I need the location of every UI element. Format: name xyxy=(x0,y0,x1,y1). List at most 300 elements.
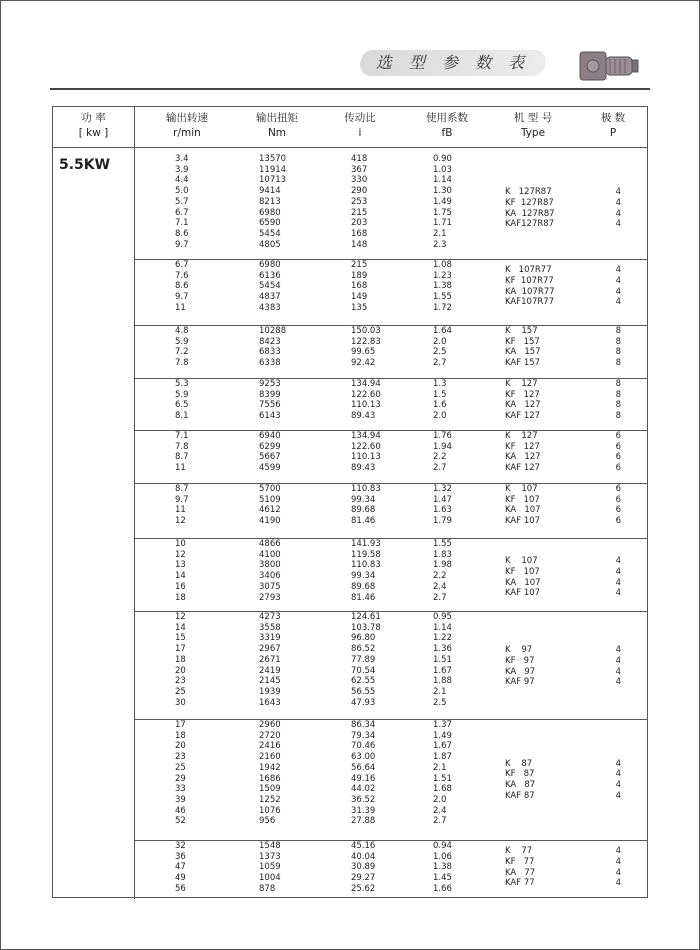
torque-cell: 10713 xyxy=(259,175,287,186)
type-row xyxy=(135,187,647,198)
ratio-cell: 122.60 xyxy=(351,389,381,400)
service-factor-cell: 2.5 xyxy=(433,347,447,358)
model-group xyxy=(135,379,647,422)
ratio-cell: 47.93 xyxy=(351,697,376,708)
torque-cell: 3800 xyxy=(259,560,281,571)
service-factor-cell: 1.06 xyxy=(433,851,452,862)
speed-cell: 6.5 xyxy=(175,400,189,411)
torque-cell: 5109 xyxy=(259,494,281,505)
pole-count-cell: 4 xyxy=(615,846,621,857)
model-type-cell: KAF 107 xyxy=(505,516,541,527)
type-row xyxy=(135,556,647,567)
torque-cell: 3319 xyxy=(259,633,281,644)
service-factor-cell: 1.14 xyxy=(433,622,452,633)
torque-cell: 1252 xyxy=(259,794,281,805)
torque-cell: 4837 xyxy=(259,292,281,303)
pole-count-cell: 6 xyxy=(615,484,621,494)
service-factor-cell: 1.88 xyxy=(433,676,452,687)
pole-count-cell: 4 xyxy=(615,758,621,769)
service-factor-cell: 1.08 xyxy=(433,260,452,270)
speed-cell: 8.7 xyxy=(175,484,189,494)
table-row xyxy=(135,623,647,634)
ratio-cell: 86.52 xyxy=(351,644,376,655)
speed-cell: 7.1 xyxy=(175,218,189,229)
speed-cell: 23 xyxy=(175,752,186,763)
service-factor-cell: 1.49 xyxy=(433,196,452,207)
pole-count-cell: 4 xyxy=(615,769,621,780)
ratio-cell: 119.58 xyxy=(351,549,381,560)
ratio-cell: 99.34 xyxy=(351,494,376,505)
ratio-cell: 122.60 xyxy=(351,441,381,452)
speed-cell: 36 xyxy=(175,851,186,862)
model-type-cell: KAF 127 xyxy=(505,411,541,422)
torque-cell: 1373 xyxy=(259,851,281,862)
type-row xyxy=(135,209,647,220)
ratio-cell: 96.80 xyxy=(351,633,376,644)
speed-cell: 5.7 xyxy=(175,196,189,207)
model-type-cell: KAF107R77 xyxy=(505,297,555,308)
speed-cell: 25 xyxy=(175,762,186,773)
speed-cell: 46 xyxy=(175,805,186,816)
service-factor-cell: 2.2 xyxy=(433,571,447,582)
speed-cell: 15 xyxy=(175,633,186,644)
ratio-cell: 49.16 xyxy=(351,773,376,784)
torque-cell: 1643 xyxy=(259,697,281,708)
service-factor-cell: 1.14 xyxy=(433,175,452,186)
model-type-cell: KA 107 xyxy=(505,505,541,516)
model-type-cell: KA 97 xyxy=(505,666,536,677)
service-factor-cell: 1.37 xyxy=(433,720,452,730)
service-factor-cell: 1.45 xyxy=(433,873,452,884)
service-factor-cell: 2.3 xyxy=(433,239,447,250)
service-factor-cell: 1.38 xyxy=(433,862,452,873)
model-type-cell: KA 127 xyxy=(505,400,541,411)
service-factor-cell: 1.75 xyxy=(433,207,452,218)
torque-cell: 956 xyxy=(259,816,276,827)
table-row xyxy=(135,698,647,709)
pole-count-cell: 8 xyxy=(615,389,621,400)
model-type-cell: KF 77 xyxy=(505,857,535,868)
model-type-cell: KF 107R77 xyxy=(505,276,554,287)
col-power-header: 功 率 [ kw ] xyxy=(78,112,109,139)
ratio-cell: 56.64 xyxy=(351,762,376,773)
ratio-cell: 99.34 xyxy=(351,571,376,582)
torque-cell: 4599 xyxy=(259,463,281,474)
torque-cell: 878 xyxy=(259,883,276,894)
pole-count-cell: 4 xyxy=(615,208,621,219)
ratio-cell: 62.55 xyxy=(351,676,376,687)
model-type-cell: KF 107 xyxy=(505,494,540,505)
speed-cell: 14 xyxy=(175,622,186,633)
type-row xyxy=(135,567,647,578)
service-factor-cell: 2.1 xyxy=(433,686,447,697)
model-type-cell: K 157 xyxy=(505,326,538,336)
ratio-cell: 30.89 xyxy=(351,862,376,873)
model-type-cell: KA 107R77 xyxy=(505,286,555,297)
ratio-cell: 103.78 xyxy=(351,622,381,633)
torque-cell: 1939 xyxy=(259,686,281,697)
torque-cell: 2160 xyxy=(259,752,281,763)
service-factor-cell: 1.6 xyxy=(433,400,447,411)
service-factor-cell: 2.4 xyxy=(433,581,447,592)
pole-count-cell: 4 xyxy=(615,566,621,577)
speed-cell: 7.8 xyxy=(175,441,189,452)
pole-count-cell: 4 xyxy=(615,588,621,599)
torque-cell: 2145 xyxy=(259,676,281,687)
speed-cell: 39 xyxy=(175,794,186,805)
type-row xyxy=(135,769,647,780)
torque-cell: 9414 xyxy=(259,186,281,197)
ratio-cell: 44.02 xyxy=(351,784,376,795)
speed-cell: 5.3 xyxy=(175,379,189,389)
service-factor-cell: 1.3 xyxy=(433,379,447,389)
service-factor-cell: 1.55 xyxy=(433,539,452,549)
pole-count-cell: 4 xyxy=(615,790,621,801)
table-row xyxy=(135,612,647,623)
torque-cell: 6299 xyxy=(259,441,281,452)
pole-count-cell: 6 xyxy=(615,431,621,441)
service-factor-cell: 1.23 xyxy=(433,270,452,281)
model-type-cell: KAF 77 xyxy=(505,878,535,889)
torque-cell: 2416 xyxy=(259,741,281,752)
torque-cell: 6338 xyxy=(259,358,281,369)
service-factor-cell: 1.49 xyxy=(433,730,452,741)
service-factor-cell: 1.66 xyxy=(433,883,452,894)
pole-count-cell: 4 xyxy=(615,556,621,567)
ratio-cell: 31.39 xyxy=(351,805,376,816)
col-service-factor-header: 使用系数 fB xyxy=(426,112,468,139)
speed-cell: 3.9 xyxy=(175,164,189,175)
model-type-cell: KA 127R87 xyxy=(505,208,555,219)
service-factor-cell: 1.76 xyxy=(433,431,452,441)
service-factor-cell: 1.47 xyxy=(433,494,452,505)
service-factor-cell: 1.67 xyxy=(433,665,452,676)
table-row xyxy=(135,633,647,644)
service-factor-cell: 1.87 xyxy=(433,752,452,763)
torque-cell: 6980 xyxy=(259,260,281,270)
speed-cell: 9.7 xyxy=(175,239,189,250)
ratio-cell: 89.68 xyxy=(351,505,376,516)
table-row xyxy=(135,165,647,176)
model-group xyxy=(135,484,647,527)
type-row xyxy=(135,588,647,599)
torque-cell: 2793 xyxy=(259,592,281,603)
service-factor-cell: 0.90 xyxy=(433,154,452,164)
speed-cell: 47 xyxy=(175,862,186,873)
service-factor-cell: 1.22 xyxy=(433,633,452,644)
torque-cell: 4190 xyxy=(259,516,281,527)
table-row xyxy=(135,539,647,550)
service-factor-cell: 1.30 xyxy=(433,186,452,197)
pole-count-cell: 8 xyxy=(615,326,621,336)
torque-cell: 1059 xyxy=(259,862,281,873)
table-row xyxy=(135,720,647,731)
model-type-cell: KA 77 xyxy=(505,867,536,878)
torque-cell: 1004 xyxy=(259,873,281,884)
pole-count-cell: 8 xyxy=(615,379,621,389)
ratio-cell: 63.00 xyxy=(351,752,376,763)
type-row xyxy=(135,358,647,369)
header-divider xyxy=(134,107,135,147)
torque-cell: 2419 xyxy=(259,665,281,676)
torque-cell: 1509 xyxy=(259,784,281,795)
ratio-cell: 367 xyxy=(351,164,368,175)
speed-cell: 12 xyxy=(175,516,186,527)
service-factor-cell: 1.98 xyxy=(433,560,452,571)
pole-count-cell: 4 xyxy=(615,878,621,889)
pole-count-cell: 4 xyxy=(615,666,621,677)
table-row xyxy=(135,816,647,827)
pole-count-cell: 6 xyxy=(615,452,621,463)
type-row xyxy=(135,265,647,276)
pole-count-cell: 4 xyxy=(615,276,621,287)
model-type-cell: K 107 xyxy=(505,484,538,494)
ratio-cell: 99.65 xyxy=(351,347,376,358)
pole-count-cell: 4 xyxy=(615,867,621,878)
ratio-cell: 215 xyxy=(351,207,368,218)
speed-cell: 7.2 xyxy=(175,347,189,358)
model-type-cell: KF 87 xyxy=(505,769,535,780)
torque-cell: 3075 xyxy=(259,581,281,592)
type-row xyxy=(135,442,647,453)
torque-cell: 9253 xyxy=(259,379,281,389)
speed-cell: 17 xyxy=(175,644,186,655)
speed-cell: 5.0 xyxy=(175,186,189,197)
service-factor-cell: 1.71 xyxy=(433,218,452,229)
model-type-cell: K 127R87 xyxy=(505,187,552,198)
ratio-cell: 110.83 xyxy=(351,560,381,571)
model-type-cell: K 77 xyxy=(505,846,533,857)
pole-count-cell: 4 xyxy=(615,857,621,868)
ratio-cell: 215 xyxy=(351,260,368,270)
torque-cell: 3406 xyxy=(259,571,281,582)
model-type-cell: KF 97 xyxy=(505,655,535,666)
ratio-cell: 290 xyxy=(351,186,368,197)
pole-count-cell: 4 xyxy=(615,219,621,230)
type-row xyxy=(135,846,647,857)
type-row xyxy=(135,780,647,791)
table-row xyxy=(135,240,647,251)
ratio-cell: 134.94 xyxy=(351,431,381,441)
service-factor-cell: 1.55 xyxy=(433,292,452,303)
speed-cell: 6.7 xyxy=(175,207,189,218)
model-group xyxy=(135,720,647,827)
type-row xyxy=(135,484,647,495)
torque-cell: 2720 xyxy=(259,730,281,741)
speed-cell: 4.8 xyxy=(175,326,189,336)
speed-cell: 8.7 xyxy=(175,452,189,463)
speed-cell: 11 xyxy=(175,505,186,516)
speed-cell: 30 xyxy=(175,697,186,708)
speed-cell: 8.6 xyxy=(175,228,189,239)
ratio-cell: 89.43 xyxy=(351,411,376,422)
torque-cell: 5454 xyxy=(259,228,281,239)
speed-cell: 12 xyxy=(175,549,186,560)
pole-count-cell: 4 xyxy=(615,577,621,588)
pole-count-cell: 4 xyxy=(615,779,621,790)
speed-cell: 11 xyxy=(175,463,186,474)
model-group xyxy=(135,154,647,250)
ratio-cell: 89.43 xyxy=(351,463,376,474)
pole-count-cell: 8 xyxy=(615,347,621,358)
table-row xyxy=(135,806,647,817)
speed-cell: 29 xyxy=(175,773,186,784)
pole-count-cell: 6 xyxy=(615,494,621,505)
model-type-cell: K 107 xyxy=(505,556,538,567)
service-factor-cell: 1.03 xyxy=(433,164,452,175)
table-row xyxy=(135,229,647,240)
speed-cell: 32 xyxy=(175,841,186,851)
pole-count-cell: 4 xyxy=(615,297,621,308)
model-type-cell: KA 107 xyxy=(505,577,541,588)
service-factor-cell: 2.1 xyxy=(433,228,447,239)
service-factor-cell: 2.1 xyxy=(433,762,447,773)
pole-count-cell: 4 xyxy=(615,286,621,297)
torque-cell: 8213 xyxy=(259,196,281,207)
speed-cell: 20 xyxy=(175,665,186,676)
type-row xyxy=(135,276,647,287)
speed-cell: 18 xyxy=(175,654,186,665)
speed-cell: 8.6 xyxy=(175,281,189,292)
service-factor-cell: 1.5 xyxy=(433,389,447,400)
service-factor-cell: 1.38 xyxy=(433,281,452,292)
type-row xyxy=(135,868,647,879)
speed-cell: 49 xyxy=(175,873,186,884)
table-row xyxy=(135,731,647,742)
type-row xyxy=(135,878,647,889)
service-factor-cell: 2.7 xyxy=(433,358,447,369)
model-group xyxy=(135,326,647,369)
torque-cell: 6833 xyxy=(259,347,281,358)
torque-cell: 6136 xyxy=(259,270,281,281)
ratio-cell: 330 xyxy=(351,175,368,186)
pole-count-cell: 8 xyxy=(615,358,621,369)
type-row xyxy=(135,505,647,516)
model-type-cell: KF 127R87 xyxy=(505,197,554,208)
type-row xyxy=(135,198,647,209)
speed-cell: 5.9 xyxy=(175,336,189,347)
speed-cell: 11 xyxy=(175,302,186,313)
torque-cell: 5700 xyxy=(259,484,281,494)
torque-cell: 7556 xyxy=(259,400,281,411)
ratio-cell: 56.55 xyxy=(351,686,376,697)
speed-cell: 56 xyxy=(175,883,186,894)
model-type-cell: K 97 xyxy=(505,645,533,656)
torque-cell: 2671 xyxy=(259,654,281,665)
pole-count-cell: 4 xyxy=(615,677,621,688)
ratio-cell: 40.04 xyxy=(351,851,376,862)
page-title: 选 型 参 数 表 xyxy=(375,53,531,72)
model-group xyxy=(135,539,647,603)
pole-count-cell: 4 xyxy=(615,187,621,198)
pole-count-cell: 6 xyxy=(615,441,621,452)
col-torque-header: 输出扭矩 Nm xyxy=(256,112,298,139)
speed-cell: 9.7 xyxy=(175,292,189,303)
pole-count-cell: 4 xyxy=(615,197,621,208)
ratio-cell: 89.68 xyxy=(351,581,376,592)
speed-cell: 20 xyxy=(175,741,186,752)
speed-cell: 52 xyxy=(175,816,186,827)
ratio-cell: 70.46 xyxy=(351,741,376,752)
torque-cell: 4383 xyxy=(259,302,281,313)
type-row xyxy=(135,219,647,230)
model-type-cell: KAF 127 xyxy=(505,463,541,474)
ratio-cell: 25.62 xyxy=(351,883,376,894)
ratio-cell: 29.27 xyxy=(351,873,376,884)
ratio-cell: 148 xyxy=(351,239,368,250)
speed-cell: 5.9 xyxy=(175,389,189,400)
speed-cell: 17 xyxy=(175,720,186,730)
speed-cell: 7.8 xyxy=(175,358,189,369)
pole-count-cell: 6 xyxy=(615,516,621,527)
type-row xyxy=(135,759,647,770)
service-factor-cell: 2.7 xyxy=(433,463,447,474)
model-type-cell: KAF127R87 xyxy=(505,219,555,230)
type-row xyxy=(135,516,647,527)
ratio-cell: 110.83 xyxy=(351,484,381,494)
ratio-cell: 189 xyxy=(351,270,368,281)
speed-cell: 18 xyxy=(175,730,186,741)
model-type-cell: K 127 xyxy=(505,379,538,389)
torque-cell: 5667 xyxy=(259,452,281,463)
torque-cell: 1942 xyxy=(259,762,281,773)
ratio-cell: 134.94 xyxy=(351,379,381,389)
service-factor-cell: 2.0 xyxy=(433,794,447,805)
speed-cell: 25 xyxy=(175,686,186,697)
ratio-cell: 122.83 xyxy=(351,336,381,347)
ratio-cell: 92.42 xyxy=(351,358,376,369)
type-row xyxy=(135,390,647,401)
torque-cell: 4100 xyxy=(259,549,281,560)
service-factor-cell: 1.83 xyxy=(433,549,452,560)
ratio-cell: 81.46 xyxy=(351,516,376,527)
service-factor-cell: 2.0 xyxy=(433,336,447,347)
ratio-cell: 124.61 xyxy=(351,612,381,622)
speed-cell: 6.7 xyxy=(175,260,189,270)
ratio-cell: 135 xyxy=(351,302,368,313)
speed-cell: 9.7 xyxy=(175,494,189,505)
torque-cell: 3558 xyxy=(259,622,281,633)
model-type-cell: KF 127 xyxy=(505,389,540,400)
table-row xyxy=(135,687,647,698)
type-row xyxy=(135,667,647,678)
service-factor-cell: 1.94 xyxy=(433,441,452,452)
model-type-cell: KAF 107 xyxy=(505,588,541,599)
type-row xyxy=(135,411,647,422)
service-factor-cell: 1.32 xyxy=(433,484,452,494)
speed-cell: 12 xyxy=(175,612,186,622)
torque-cell: 6980 xyxy=(259,207,281,218)
pole-count-cell: 6 xyxy=(615,505,621,516)
torque-cell: 6590 xyxy=(259,218,281,229)
ratio-cell: 110.13 xyxy=(351,400,381,411)
model-group xyxy=(135,260,647,314)
type-row xyxy=(135,495,647,506)
ratio-cell: 253 xyxy=(351,196,368,207)
gear-motor-image xyxy=(578,48,640,84)
service-factor-cell: 1.51 xyxy=(433,654,452,665)
ratio-cell: 27.88 xyxy=(351,816,376,827)
table-row xyxy=(135,175,647,186)
service-factor-cell: 1.51 xyxy=(433,773,452,784)
type-row xyxy=(135,656,647,667)
speed-cell: 18 xyxy=(175,592,186,603)
type-row xyxy=(135,297,647,308)
ratio-cell: 168 xyxy=(351,228,368,239)
table-row xyxy=(135,741,647,752)
model-type-cell: KA 157 xyxy=(505,347,541,358)
torque-cell: 4273 xyxy=(259,612,281,622)
